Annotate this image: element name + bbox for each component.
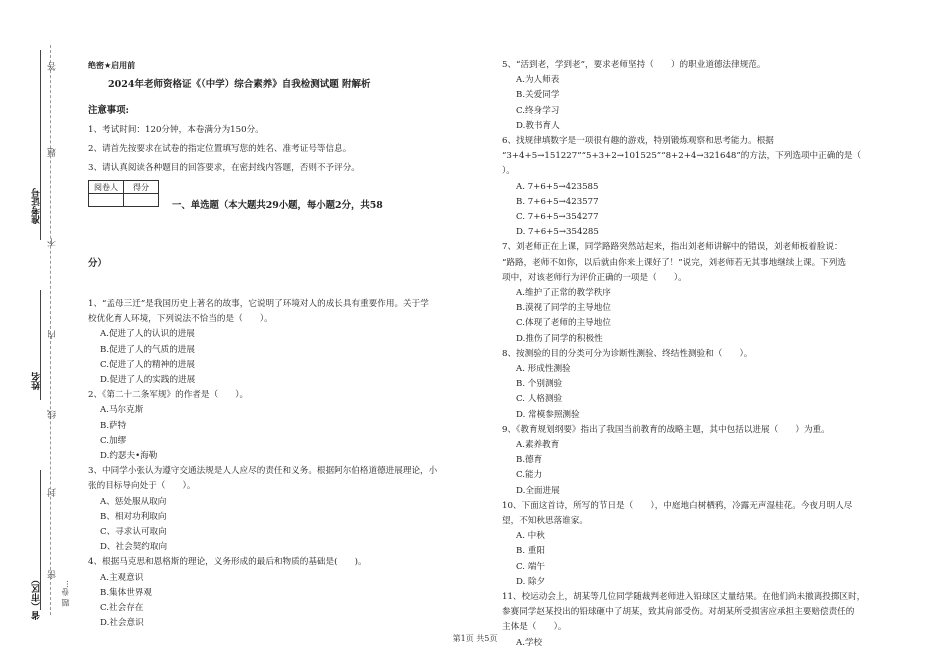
province-line bbox=[40, 470, 41, 610]
answer-option: A.素养教育 bbox=[516, 440, 560, 450]
answer-option: D.约瑟夫•海勒 bbox=[100, 451, 158, 461]
name-label: 姓名 bbox=[32, 372, 42, 390]
answer-option: C.社会存在 bbox=[100, 603, 144, 613]
question-text: “3+4+5→151227”“5+3+2→101525”“8+2+4→321648”的方法，下列选项中正确的是（ bbox=[502, 151, 862, 162]
answer-option: D. 常模参照测验 bbox=[516, 409, 580, 420]
question-text: 1、“孟母三迁”是我国历史上著名的故事，它说明了环境对人的成长具有重要作用。关于学 bbox=[88, 299, 429, 309]
answer-option: A.主观意识 bbox=[100, 572, 144, 583]
question-text: 张的目标导向处于（ ）。 bbox=[88, 481, 196, 492]
answer-option: C. 人格测验 bbox=[516, 394, 563, 405]
score-box bbox=[88, 180, 159, 207]
answer-option: D.教书育人 bbox=[516, 120, 560, 131]
section-title-cont: 分） bbox=[88, 258, 107, 269]
question-text: 2、《第二十二条军规》的作者是（ ）。 bbox=[88, 390, 249, 401]
answer-option: A.维护了正常的教学秩序 bbox=[516, 288, 611, 298]
answer-option: D. 除夕 bbox=[516, 576, 546, 587]
name-line bbox=[40, 290, 41, 400]
answer-option: C.促进了人的精神的进展 bbox=[100, 359, 195, 370]
candidate-no-label: 准考证号 bbox=[32, 188, 42, 224]
page-footer: 第1页 共5页 bbox=[452, 634, 498, 643]
question-text: 9、《教育规划纲要》指出了我国当前教育的战略主题，其中包括以进展（ ）为重。 bbox=[502, 424, 830, 435]
secret-mark: 绝密★启用前 bbox=[88, 61, 136, 70]
question-text: 项中，对该老师行为评价正确的一项是（ ）。 bbox=[502, 272, 687, 283]
answer-option: A、惩处服从取向 bbox=[100, 496, 167, 507]
score-cell: 得分 bbox=[124, 181, 159, 194]
question-text: “路路，老师不如你，以后就由你来上课好了！”说完，刘老师若无其事地继续上课。下列选 bbox=[502, 257, 846, 268]
question-text: 3、中同学小张认为遵守交通法规是人人应尽的责任和义务。根据阿尔伯格道德进展理论，小 bbox=[88, 466, 438, 477]
note-item: 3、请认真阅读各种题目的回答要求，在密封线内答题，否则不予评分。 bbox=[88, 163, 360, 173]
section-title: 一、单选题（本大题共29小题，每小题2分，共58 bbox=[172, 200, 383, 211]
answer-option: D.社会意识 bbox=[100, 618, 144, 629]
binding-margin bbox=[0, 0, 84, 671]
score-blank bbox=[124, 194, 159, 207]
notes-heading: 注意事项: bbox=[88, 105, 129, 116]
seal-mark: 不 bbox=[48, 238, 58, 247]
answer-option: B.漠视了同学的主导地位 bbox=[516, 303, 611, 314]
answer-option: C.能力 bbox=[516, 470, 543, 481]
page-title: 2024年老师资格证《（中学）综合素养》自我检测试题 附解析 bbox=[108, 79, 371, 90]
note-item: 1、考试时间：120分钟，本卷满分为150分。 bbox=[88, 125, 264, 135]
answer-option: B.促进了人的气质的进展 bbox=[100, 344, 195, 355]
answer-option: D.促进了人的实践的进展 bbox=[100, 375, 196, 385]
answer-option: A.促进了人的认识的进展 bbox=[100, 329, 195, 340]
answer-option: B.关爱同学 bbox=[516, 90, 560, 101]
answer-option: B.集体世界观 bbox=[100, 587, 153, 598]
seal-mark: 封 bbox=[48, 488, 58, 497]
question-text: 8、按测验的目的分类可分为诊断性测验、终结性测验和（ ）。 bbox=[502, 348, 753, 359]
seal-mark: 题 bbox=[48, 148, 58, 157]
seal-mark: 密 bbox=[48, 570, 58, 579]
answer-option: B. 7+6+5→423577 bbox=[516, 196, 599, 207]
answer-option: D. 7+6+5→354285 bbox=[516, 227, 599, 238]
answer-option: B. 个别测验 bbox=[516, 379, 563, 390]
question-text: 望，不知秋思落谁家。 bbox=[502, 516, 588, 526]
answer-option: A.为人师表 bbox=[516, 75, 560, 86]
answer-option: C、寻求认可取向 bbox=[100, 527, 167, 537]
province-label: 省（市区） bbox=[32, 575, 42, 620]
question-text: 10、下面这首诗，所写的节日是（ ），中庭地白树栖鸦，冷露无声湿桂花。今夜月明人尽 bbox=[502, 500, 853, 511]
question-text: ）。 bbox=[502, 166, 515, 177]
answer-option: D、社会契约取向 bbox=[100, 542, 168, 553]
seal-mark: 内 bbox=[48, 330, 58, 339]
seal-mark: 线 bbox=[48, 410, 58, 419]
answer-option: A. 形成性测验 bbox=[516, 364, 571, 374]
answer-option: C.加缪 bbox=[100, 435, 127, 446]
question-text: 11、校运动会上，胡某等几位同学随裁判老师进入铅球区丈量结果。在他们尚未撤离投掷区时， bbox=[502, 592, 866, 602]
question-text: 主体是（ ）。 bbox=[502, 622, 567, 633]
question-text: 校优化育人环境，下列说法不恰当的是（ ）。 bbox=[88, 314, 273, 325]
answer-option: D.推伤了同学的积极性 bbox=[516, 333, 603, 344]
answer-option: A.马尔克斯 bbox=[100, 405, 144, 416]
answer-option: A.学校 bbox=[516, 637, 543, 648]
note-item: 2、请首先按要求在试卷的指定位置填写您的姓名、准考证号等信息。 bbox=[88, 144, 352, 154]
answer-option: B.萨特 bbox=[100, 420, 127, 431]
answer-option: C.终身学习 bbox=[516, 105, 560, 116]
answer-option: C.体现了老师的主导地位 bbox=[516, 318, 611, 329]
answer-option: A. 7+6+5→423585 bbox=[516, 181, 599, 192]
candidate-no-line bbox=[40, 50, 41, 240]
question-text: 7、刘老师正在上课，同学路路突然站起来，指出刘老师讲解中的错误，刘老师板着脸说： bbox=[502, 242, 843, 253]
reviewer-cell: 阅卷人 bbox=[89, 181, 124, 194]
answer-option: A. 中秋 bbox=[516, 531, 545, 542]
question-text: 5、“活到老，学到老”，要求老师坚持（ ）的职业道德法律规范。 bbox=[502, 60, 766, 70]
reviewer-blank bbox=[89, 194, 124, 207]
answer-option: B、相对功利取向 bbox=[100, 511, 167, 522]
answer-option: C. 7+6+5→354277 bbox=[516, 212, 599, 222]
answer-option: C. 端午 bbox=[516, 561, 545, 572]
answer-option: B. 重阳 bbox=[516, 546, 545, 557]
question-text: 4、根据马克思和恩格斯的理论，义务形成的最后和物质的基础是( )。 bbox=[88, 557, 367, 568]
question-text: 6、找规律填数字是一项很有趣的游戏，特别锻炼观察和思考能力。根据 bbox=[502, 136, 774, 146]
seal-mark: 答 bbox=[48, 62, 58, 71]
answer-option: B.德育 bbox=[516, 455, 543, 466]
question-text: 参赛同学赵某投出的铅球砸中了胡某，致其肩部受伤。对胡某所受损害应承担主要赔偿责任的 bbox=[502, 607, 855, 618]
seal-extra: 题 卷… bbox=[61, 580, 70, 607]
answer-option: D.全面进展 bbox=[516, 485, 560, 496]
